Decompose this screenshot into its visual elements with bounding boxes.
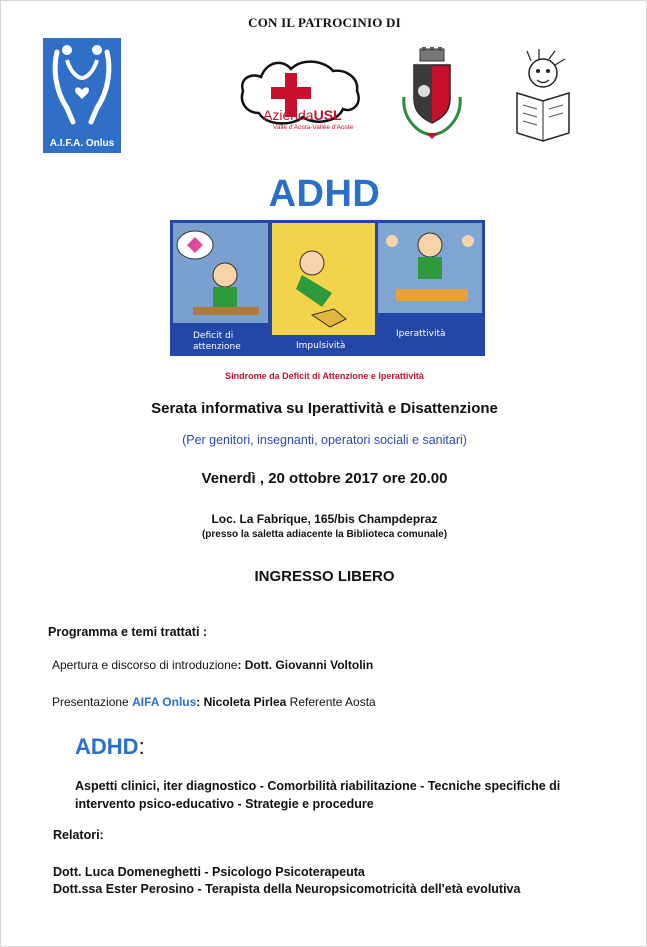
sketch-reader-icon <box>509 49 575 145</box>
program-adhd-heading: ADHD: <box>75 734 145 759</box>
patronage-heading: CON IL PATROCINIO DI <box>248 15 401 30</box>
main-title: ADHD <box>268 173 381 215</box>
adhd-illustration-strip <box>170 220 485 356</box>
speaker-2: Dott.ssa Ester Perosino - Terapista della Neuropsicomotricità dell'età evolutiva <box>53 882 521 896</box>
program-topics: Aspetti clinici, iter diagnostico - Comorbilità riabilitazione - Tecniche specifiche di intervento psico-educativo - Strategie e procedure <box>75 779 561 811</box>
program-opening: Apertura e discorso di introduzione: Dott. Giovanni Voltolin <box>52 658 374 672</box>
aifa-logo-label: A.I.F.A. Onlus <box>49 138 115 149</box>
impulsive-child-icon <box>272 223 375 353</box>
event-title: Serata informativa su Iperattività e Disattenzione <box>151 400 498 417</box>
event-audience: (Per genitori, insegnanti, operatori sociali e sanitari) <box>182 433 467 447</box>
azienda-usl-logo <box>233 51 368 146</box>
panel-iperattivita <box>378 223 482 353</box>
panel-caption-1a: Deficit di <box>193 331 234 341</box>
usl-subtitle: Valle d'Aosta-Vallée d'Aoste <box>273 124 354 131</box>
program-heading: Programma e temi trattati : <box>48 625 208 639</box>
usl-name: AziendaUSL <box>263 107 342 123</box>
entry-notice: INGRESSO LIBERO <box>254 568 395 585</box>
aifa-figures-icon <box>43 38 121 133</box>
panel-impulsivita <box>272 223 375 353</box>
speakers-heading: Relatori: <box>53 828 104 842</box>
event-location: Loc. La Fabrique, 165/bis Champdepraz <box>211 512 438 526</box>
panel-deficit-attenzione <box>173 223 268 353</box>
speaker-1: Dott. Luca Domeneghetti - Psicologo Psicoterapeuta <box>53 865 365 879</box>
panel-caption-3: Iperattività <box>396 329 446 339</box>
program-presentation: Presentazione AIFA Onlus: Nicoleta Pirlea Referente Aosta <box>52 695 376 709</box>
event-date: Venerdì , 20 ottobre 2017 ore 20.00 <box>201 470 448 487</box>
syndrome-subtitle: Sindrome da Deficit di Attenzione e Iperattività <box>225 371 424 381</box>
region-outline-icon <box>233 51 368 146</box>
event-location-detail: (presso la saletta adiacente la Biblioteca comunale) <box>201 529 448 540</box>
panel-caption-2: Impulsività <box>296 341 346 351</box>
panel-caption-1b: attenzione <box>193 342 241 352</box>
aifa-logo <box>43 38 121 153</box>
municipal-crest-icon <box>400 47 464 141</box>
